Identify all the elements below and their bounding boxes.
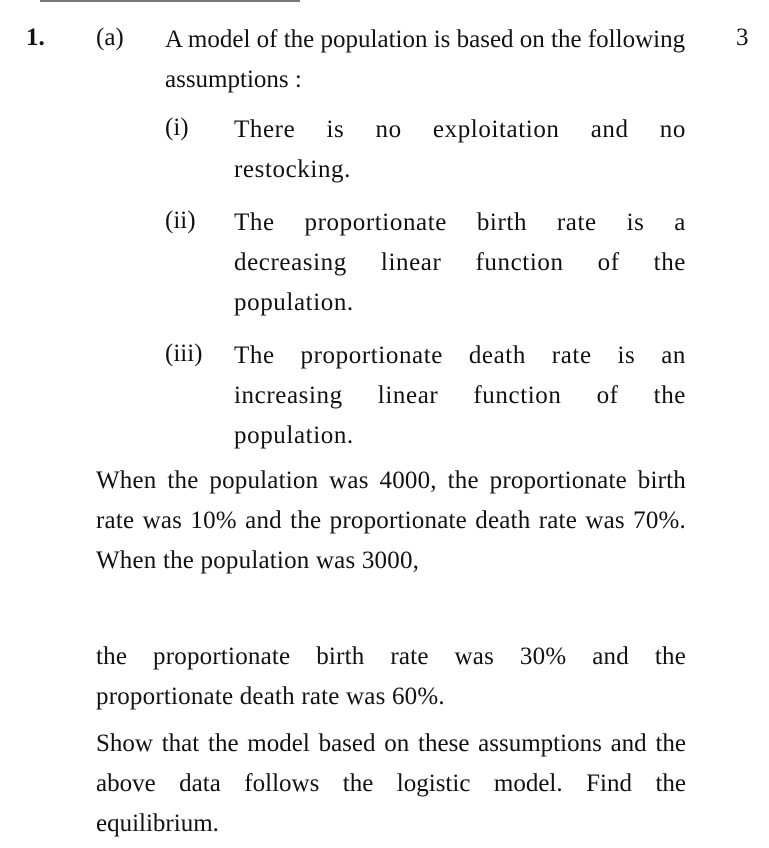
- question-intro: A model of the population is based on the following assumptions :: [165, 26, 686, 93]
- assumption-text-i: There is no exploitation and no restocking.: [234, 116, 686, 183]
- marks: 3: [736, 24, 749, 51]
- top-rule: [40, 0, 300, 2]
- assumption-label-ii: (ii): [165, 207, 196, 234]
- question-number: 1.: [26, 24, 45, 51]
- assumption-label-i: (i): [165, 114, 189, 141]
- assumption-text-iii: The proportionate death rate is an increasing linear function of the population.: [234, 342, 686, 449]
- question-part-label: (a): [96, 24, 124, 51]
- assumption-label-iii: (iii): [165, 340, 203, 367]
- assumption-text-ii: The proportionate birth rate is a decreasing linear function of the population.: [234, 209, 686, 316]
- data-paragraph-1: When the population was 4000, the proportionate birth rate was 10% and the proportionate death rate was 70%. When the population was 3000,: [96, 467, 686, 574]
- data-paragraph-2: the proportionate birth rate was 30% and the proportionate death rate was 60%.: [96, 643, 686, 710]
- task-paragraph: Show that the model based on these assumptions and the above data follows the logistic model. Find the equilibrium.: [96, 730, 686, 837]
